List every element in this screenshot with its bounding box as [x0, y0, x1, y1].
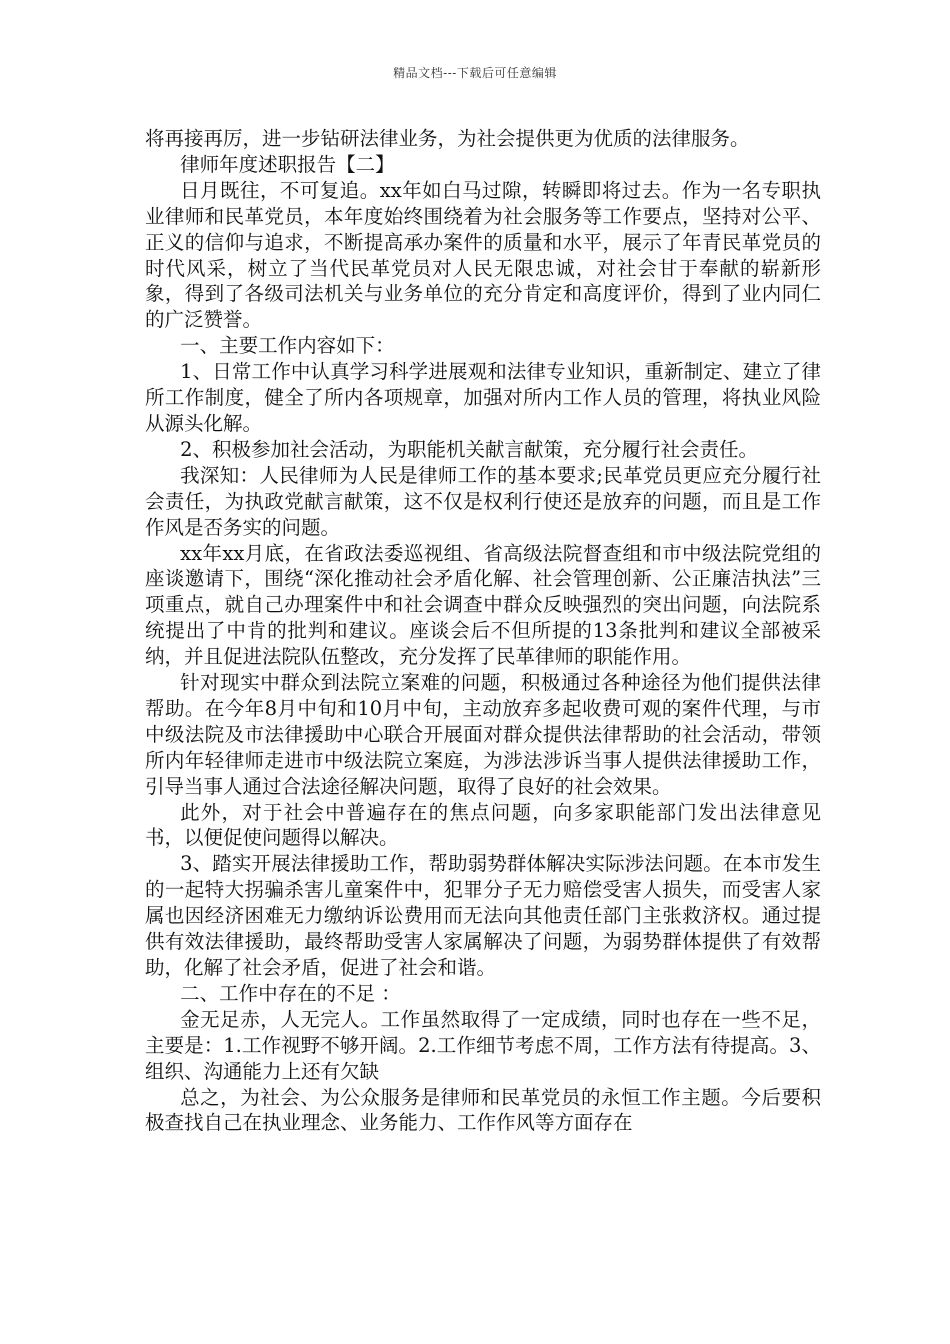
paragraph-1: 将再接再厉，进一步钻研法律业务，为社会提供更为优质的法律服务。: [145, 127, 750, 150]
paragraph-item-1: 1、日常工作中认真学习科学进展观和法律专业知识，重新制定、建立了律所工作制度，健全了所内各项规章，加强对所内工作人员的管理，将执业风险从源头化解。: [145, 360, 821, 435]
paragraph-summary: 总之，为社会、为公众服务是律师和民革党员的永恒工作主题。今后要积极查找自己在执业理念、业务能力、工作作风等方面存在: [145, 1085, 821, 1135]
paragraph-item-2: 2、积极参加社会活动，为职能机关献言献策，充分履行社会责任。: [180, 437, 759, 461]
document-body: [145, 126, 821, 1136]
paragraph-intro: 日月既往，不可复追。xx年如白马过隙，转瞬即将过去。作为一名专职执业律师和民革党员，本年度始终围绕着为社会服务等工作要点，坚持对公平、正义的信仰与追求，不断提高承办案件的质量和水平，展示了年青民革党员的时代风采，树立了当代民革党员对人民无限忠诚，对社会甘于奉献的崭新形象，得到了各级司法机关与业务单位的充分肯定和高度评价，得到了业内同仁的广泛赞誉。: [145, 178, 821, 332]
page-header: 精品文档---下载后可任意编辑: [393, 66, 557, 80]
paragraph-legal-help: 针对现实中群众到法院立案难的问题，积极通过各种途径为他们提供法律帮助。在今年8月中旬和10月中旬，主动放弃多起收费可观的案件代理，与市中级法院及市法律援助中心联合开展面对群众提供法律帮助的社会活动，带领所内年轻律师走进市中级法院立案庭，为涉法涉诉当事人提供法律援助工作，引导当事人通过合法途径解决问题，取得了良好的社会效果。: [145, 671, 821, 798]
paragraph-legal-opinion: 此外，对于社会中普遍存在的焦点问题，向多家职能部门发出法律意见书，以便促使问题得以解决。: [145, 800, 821, 850]
section-title-report-two: 律师年度述职报告【二】: [180, 152, 395, 176]
heading-main-work: 一、主要工作内容如下：: [180, 334, 395, 358]
paragraph-shortcomings: 金无足赤，人无完人。工作虽然取得了一定成绩，同时也存在一些不足，主要是：1.工作视野不够开阔。2.工作细节考虑不周，工作方法有待提高。3、组织、沟通能力上还有欠缺: [145, 1007, 821, 1083]
paragraph-item-3: 3、踏实开展法律援助工作，帮助弱势群体解决实际涉法问题。在本市发生的一起特大拐骗杀害儿童案件中，犯罪分子无力赔偿受害人损失，而受害人家属也因经济困难无力缴纳诉讼费用而无法向其他责任部门主张救济权。通过提供有效法律援助，最终帮助受害人家属解决了问题，为弱势群体提供了有效帮助，化解了社会矛盾，促进了社会和谐。: [145, 852, 821, 979]
paragraph-awareness: 我深知：人民律师为人民是律师工作的基本要求;民革党员更应充分履行社会责任，为执政党献言献策，这不仅是权利行使还是放弃的问题，而且是工作作风是否务实的问题。: [145, 463, 821, 539]
paragraph-symposium: xx年xx月底，在省政法委巡视组、省高级法院督查组和市中级法院党组的座谈邀请下，围绕“深化推动社会矛盾化解、社会管理创新、公正廉洁执法”三项重点，就自己办理案件中和社会调查中群众反映强烈的突出问题，向法院系统提出了中肯的批判和建议。座谈会后不但所提的13条批判和建议全部被采纳，并且促进法院队伍整改，充分发挥了民革律师的职能作用。: [145, 541, 821, 669]
heading-shortcomings: 二、工作中存在的不足 ：: [180, 981, 401, 1005]
